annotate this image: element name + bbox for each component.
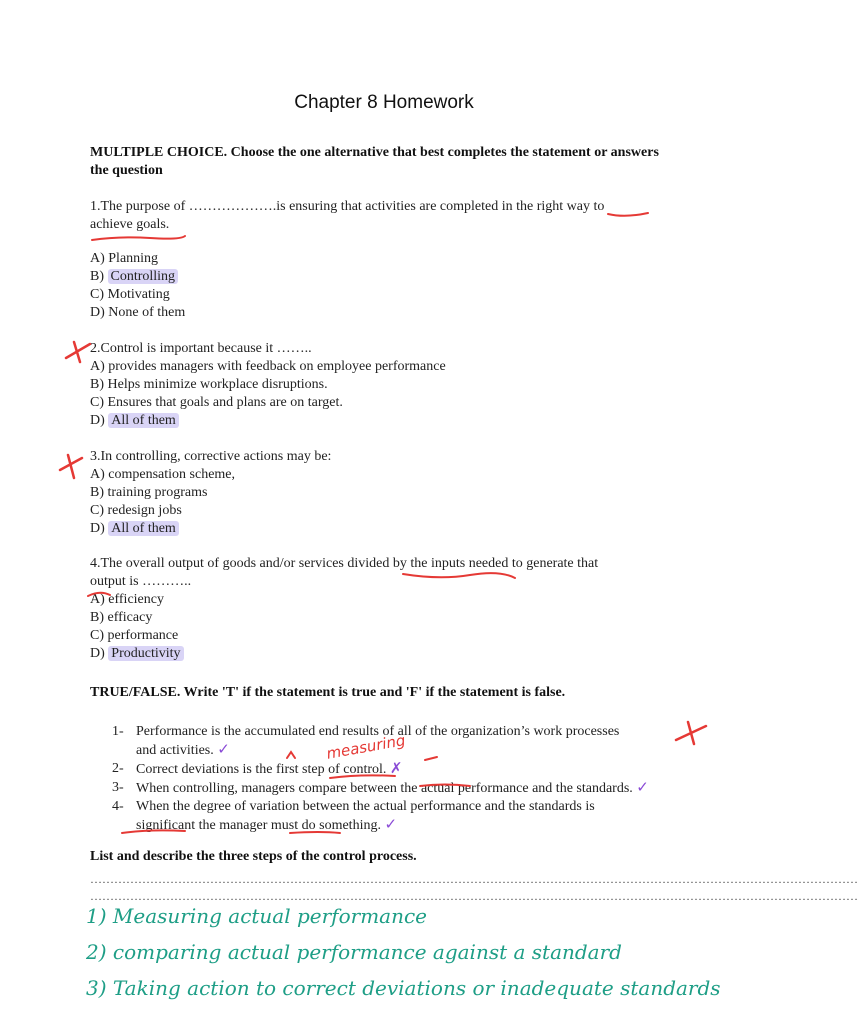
question-1-option-a: A) Planning <box>90 251 159 266</box>
tf-item-number: 3- <box>112 780 124 795</box>
dotted-answer-line: ………………………………………………………………………………………………………………………………………………………………………… <box>90 889 858 903</box>
question-2-option-b: B) Helps minimize workplace disruptions. <box>90 377 328 392</box>
tf-item-text-line: Correct deviations is the first step of control. <box>136 762 387 777</box>
check-mark-icon: ✓ <box>217 742 230 758</box>
question-1 <box>90 198 680 322</box>
cross-mark-icon: ✗ <box>389 761 403 777</box>
question-4-stem-line-1: 4.The overall output of goods and/or services divided by the inputs needed to generate that <box>90 556 599 571</box>
question-1-stem-line-1: 1.The purpose of ……………….is ensuring that activities are completed in the right way to <box>90 199 605 214</box>
tf-item-2 <box>112 760 672 779</box>
question-3-option-d: D) All of them <box>90 520 680 538</box>
question-2-option-d: D) All of them <box>90 412 680 430</box>
question-3-option-a: A) compensation scheme, <box>90 467 236 482</box>
handwritten-answer-2: 2) comparing actual performance against a standard <box>86 940 622 964</box>
list-heading: List and describe the three steps of the control process. <box>90 849 417 864</box>
question-3-option-c: C) redesign jobs <box>90 503 182 518</box>
tf-item-number: 2- <box>112 761 124 776</box>
check-mark-icon: ✓ <box>636 780 649 796</box>
tf-item-text-line: When the degree of variation between the actual performance and the standards is <box>136 799 595 814</box>
question-4-option-c: C) performance <box>90 628 179 643</box>
question-4-option-d: D) Productivity <box>90 645 680 663</box>
tf-item-number: 4- <box>112 799 124 814</box>
question-2-option-c: C) Ensures that goals and plans are on target. <box>90 395 343 410</box>
highlighted-answer: All of them <box>108 521 179 536</box>
strike-mark-icon <box>68 455 74 478</box>
highlighted-answer: Productivity <box>108 646 183 661</box>
dotted-answer-line: ………………………………………………………………………………………………………………………………………………………………………… <box>90 872 858 886</box>
tf-item-text-line: and activities. <box>136 743 214 758</box>
question-2-stem-line-1: 2.Control is important because it …….. <box>90 341 312 356</box>
question-3 <box>90 448 680 538</box>
question-2 <box>90 340 680 430</box>
tf-item-number: 1- <box>112 724 124 739</box>
strike-mark-icon <box>688 722 694 744</box>
page-title: Chapter 8 Homework <box>294 92 474 113</box>
tf-item-text-line: Performance is the accumulated end results of all of the organization’s work processes <box>136 724 620 739</box>
tf-item-3 <box>112 779 672 798</box>
true-false-heading: TRUE/FALSE. Write 'T' if the statement is true and 'F' if the statement is false. <box>90 685 566 700</box>
question-1-option-d: D) None of them <box>90 305 186 320</box>
handwritten-answer-1: 1) Measuring actual performance <box>86 904 427 928</box>
highlighted-answer: All of them <box>108 413 179 428</box>
question-4-option-b: B) efficacy <box>90 610 153 625</box>
question-2-option-a: A) provides managers with feedback on employee performance <box>90 359 446 374</box>
highlighted-answer: Controlling <box>108 269 179 284</box>
question-1-stem-line-2: achieve goals. <box>90 217 170 232</box>
question-4-stem-line-2: output is ……….. <box>90 574 192 589</box>
question-4-option-a: A) efficiency <box>90 592 164 607</box>
tf-item-text-line: When controlling, managers compare between the actual performance and the standards. <box>136 781 633 796</box>
handwritten-correction: measuring <box>325 731 407 763</box>
strike-mark-icon <box>60 458 82 470</box>
check-mark-icon: ✓ <box>384 817 398 833</box>
strike-mark-icon <box>74 342 80 362</box>
tf-item-4 <box>112 798 672 835</box>
multiple-choice-heading: MULTIPLE CHOICE. Choose the one alternative that best completes the statement or answers the question <box>90 145 659 178</box>
strike-mark-icon <box>66 344 90 358</box>
question-3-option-b: B) training programs <box>90 485 208 500</box>
question-4 <box>90 555 680 663</box>
question-3-stem-line-1: 3.In controlling, corrective actions may be: <box>90 449 332 464</box>
question-1-option-b: B) Controlling <box>90 268 680 286</box>
tf-item-text-line: significant the manager must do something. <box>136 818 381 833</box>
question-1-option-c: C) Motivating <box>90 287 170 302</box>
handwritten-answer-3: 3) Taking action to correct deviations or inadequate standards <box>86 976 721 1000</box>
strike-mark-icon <box>676 726 706 740</box>
